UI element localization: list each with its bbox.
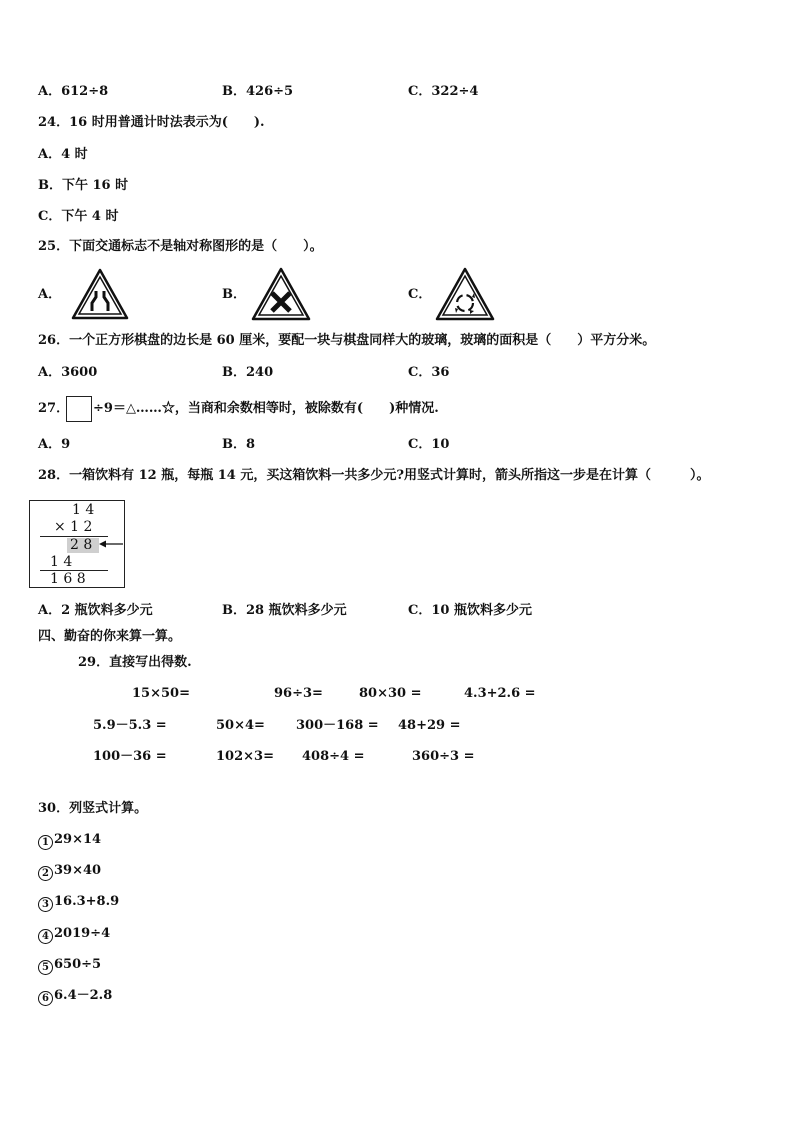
q24-option-b: B．下午 16 时 xyxy=(38,178,129,193)
q30-expr: 650÷5 xyxy=(54,957,102,972)
vertical-row-2: × 1 2 xyxy=(54,519,93,535)
q29-stem: 29．直接写出得数. xyxy=(78,655,192,670)
calc-item: 300－168 = xyxy=(296,718,379,733)
q30-item-5 xyxy=(38,957,101,975)
q24-stem: 24．16 时用普通计时法表示为( ). xyxy=(38,115,265,130)
vertical-row-3: 2 8 xyxy=(70,537,93,553)
calc-item: 80×30 = xyxy=(359,686,422,701)
q30-item-1 xyxy=(38,832,101,850)
circled-number: 6 xyxy=(38,991,53,1006)
q25-option-a: A． xyxy=(38,287,62,302)
calc-item: 4.3+2.6 = xyxy=(464,686,536,701)
crossroad-x-icon xyxy=(250,266,312,322)
vertical-row-4: 1 4 xyxy=(50,554,73,570)
circled-number: 4 xyxy=(38,929,53,944)
q26-option-a: A．3600 xyxy=(38,365,98,380)
q28-option-c: C．10 瓶饮料多少元 xyxy=(408,603,532,618)
q25-option-b: B． xyxy=(222,287,246,302)
q30-expr: 6.4－2.8 xyxy=(54,988,113,1003)
vertical-row-1: 1 4 xyxy=(72,502,95,518)
calc-item: 5.9－5.3 = xyxy=(93,718,167,733)
q30-item-3 xyxy=(38,894,119,912)
q27-option-a: A．9 xyxy=(38,437,71,452)
q30-expr: 39×40 xyxy=(54,863,102,878)
vertical-row-5: 1 6 8 xyxy=(50,571,86,587)
q23-option-b: B．426÷5 xyxy=(222,84,294,99)
q28-option-b: B．28 瓶饮料多少元 xyxy=(222,603,347,618)
calc-item: 15×50= xyxy=(132,686,190,701)
q26-option-c: C．36 xyxy=(408,365,450,380)
q24-option-a: A．4 时 xyxy=(38,147,88,162)
circled-number: 5 xyxy=(38,960,53,975)
q25-stem: 25．下面交通标志不是轴对称图形的是（ ）。 xyxy=(38,239,323,254)
section-4-heading: 四、勤奋的你来算一算。 xyxy=(38,629,182,644)
q24-option-c: C．下午 4 时 xyxy=(38,209,119,224)
dividend-blank-box xyxy=(66,396,92,422)
q30-stem: 30．列竖式计算。 xyxy=(38,801,148,816)
calc-item: 102×3= xyxy=(216,749,274,764)
calc-item: 48+29 = xyxy=(398,718,461,733)
q25-option-c: C． xyxy=(408,287,432,302)
q30-item-4 xyxy=(38,926,110,944)
q28-stem: 28．一箱饮料有 12 瓶，每瓶 14 元，买这箱饮料一共多少元?用竖式计算时，箭头所指这一步是在计算（ ）。 xyxy=(38,468,710,483)
q23-option-a: A．612÷8 xyxy=(38,84,109,99)
calc-item: 96÷3= xyxy=(274,686,323,701)
q27-stem: ÷9＝△……☆，当商和余数相等时，被除数有( )种情况. xyxy=(93,401,439,416)
q28-option-a: A．2 瓶饮料多少元 xyxy=(38,603,153,618)
q27-option-b: B．8 xyxy=(222,437,256,452)
calc-item: 360÷3 = xyxy=(412,749,475,764)
circled-number: 3 xyxy=(38,897,53,912)
circled-number: 2 xyxy=(38,866,53,881)
calc-item: 50×4= xyxy=(216,718,265,733)
q30-expr: 2019÷4 xyxy=(54,926,111,941)
arrow-left-icon xyxy=(99,539,123,549)
q30-expr: 29×14 xyxy=(54,832,102,847)
q23-option-c: C．322÷4 xyxy=(408,84,479,99)
q26-stem: 26．一个正方形棋盘的边长是 60 厘米，要配一块与棋盘同样大的玻璃，玻璃的面积是（ ）平方分米。 xyxy=(38,333,656,348)
road-narrows-icon xyxy=(70,267,130,321)
q30-item-6 xyxy=(38,988,112,1006)
q27-number: 27． xyxy=(38,401,70,416)
q26-option-b: B．240 xyxy=(222,365,274,380)
calc-item: 100－36 = xyxy=(93,749,167,764)
q27-option-c: C．10 xyxy=(408,437,450,452)
q30-item-2 xyxy=(38,863,101,881)
circled-number: 1 xyxy=(38,835,53,850)
q30-expr: 16.3+8.9 xyxy=(54,894,120,909)
calc-item: 408÷4 = xyxy=(302,749,365,764)
roundabout-icon xyxy=(434,266,496,322)
